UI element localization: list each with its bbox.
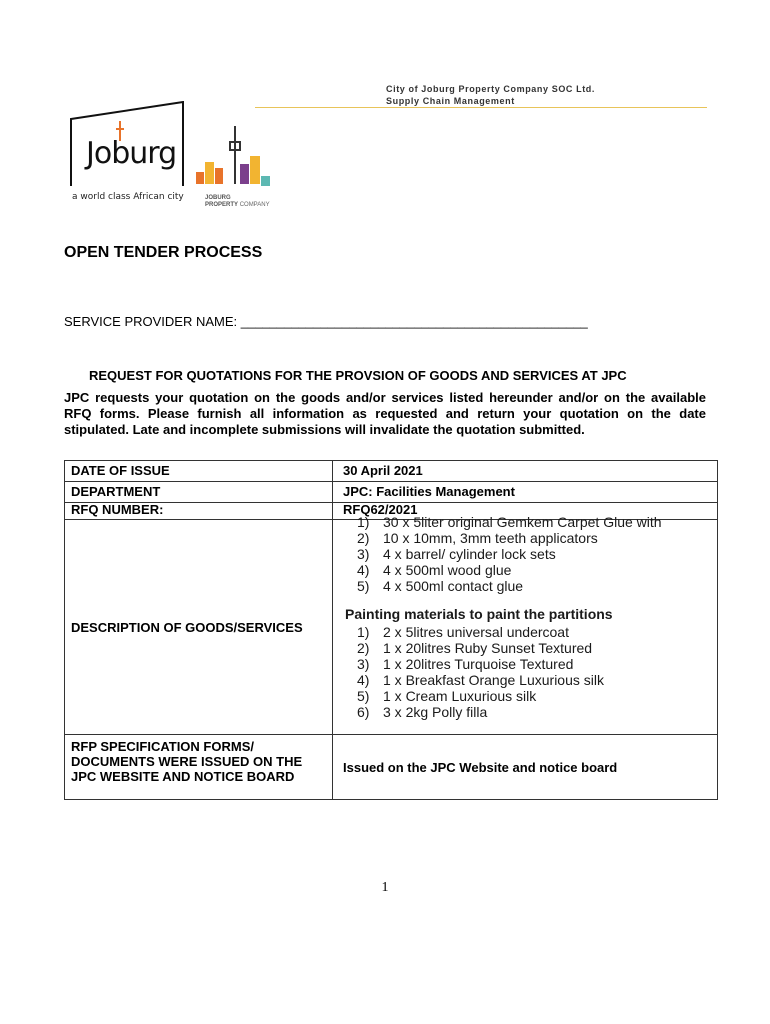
list-item: 1) 30 x 5liter original Gemkem Carpet Glue with [357, 514, 662, 530]
list-item: 4) 4 x 500ml wood glue [357, 562, 512, 578]
painting-materials-heading: Painting materials to paint the partitions [345, 606, 613, 622]
issue-date-value: 30 April 2021 [343, 463, 423, 478]
specification-label: RFP SPECIFICATION FORMS/ DOCUMENTS WERE ISSUED ON THE JPC WEBSITE AND NOTICE BOARD [65, 735, 333, 799]
department-label: DEPARTMENT [65, 482, 333, 502]
rfq-number-value: RFQ62/2021 [343, 502, 418, 517]
department-name: Supply Chain Management [386, 96, 515, 106]
tower-mark-icon [113, 121, 127, 141]
table-row-department [65, 482, 717, 503]
specification-value: Issued on the JPC Website and notice board [343, 759, 618, 775]
description-value [333, 514, 717, 734]
rfq-details-table [64, 460, 718, 800]
list-item: 2) 10 x 10mm, 3mm teeth applicators [357, 530, 598, 546]
table-row-specification [65, 735, 717, 799]
list-item: 3) 4 x barrel/ cylinder lock sets [357, 546, 556, 562]
list-item: 2) 1 x 20litres Ruby Sunset Textured [357, 640, 593, 656]
company-header [386, 83, 595, 107]
department-value: JPC: Facilities Management [343, 484, 515, 499]
list-item: 5) 4 x 500ml contact glue [357, 578, 524, 594]
issue-date-label: DATE OF ISSUE [65, 461, 333, 481]
intro-paragraph: JPC requests your quotation on the goods and/or services listed hereunder and/or on the available RFQ forms. Please furnish all information as requested and return your quotation on the date stipulated. Late and incomplete submissions will invalidate the quotation submitted. [64, 390, 706, 437]
rfq-number-label: RFQ NUMBER: [65, 503, 333, 519]
list-item: 3) 1 x 20litres Turquoise Textured [357, 656, 574, 672]
description-label: DESCRIPTION OF GOODS/SERVICES [65, 520, 333, 734]
list-item: 1) 2 x 5litres universal undercoat [357, 624, 569, 640]
joburg-tagline: a world class African city [72, 192, 184, 202]
document-title: OPEN TENDER PROCESS [64, 244, 263, 261]
jpc-logo-name: JOBURG [205, 195, 231, 201]
jpc-logo-subtitle: PROPERTY COMPANY [205, 202, 270, 208]
list-item: 5) 1 x Cream Luxurious silk [357, 688, 537, 704]
table-row-description [65, 514, 717, 735]
table-row-issue-date [65, 461, 717, 482]
list-item: 6) 3 x 2kg Polly filla [357, 704, 488, 720]
rfq-heading: REQUEST FOR QUOTATIONS FOR THE PROVSION OF GOODS AND SERVICES AT JPC [89, 368, 627, 383]
jpc-skyline-logo [194, 124, 274, 190]
page-number: 1 [381, 880, 389, 895]
list-item: 4) 1 x Breakfast Orange Luxurious silk [357, 672, 604, 688]
company-name: City of Joburg Property Company SOC Ltd. [386, 84, 596, 94]
service-provider-field: SERVICE PROVIDER NAME: ________________________________________________ [64, 314, 588, 329]
joburg-logo-word: Joburg [86, 136, 177, 171]
header-rule [255, 107, 707, 108]
